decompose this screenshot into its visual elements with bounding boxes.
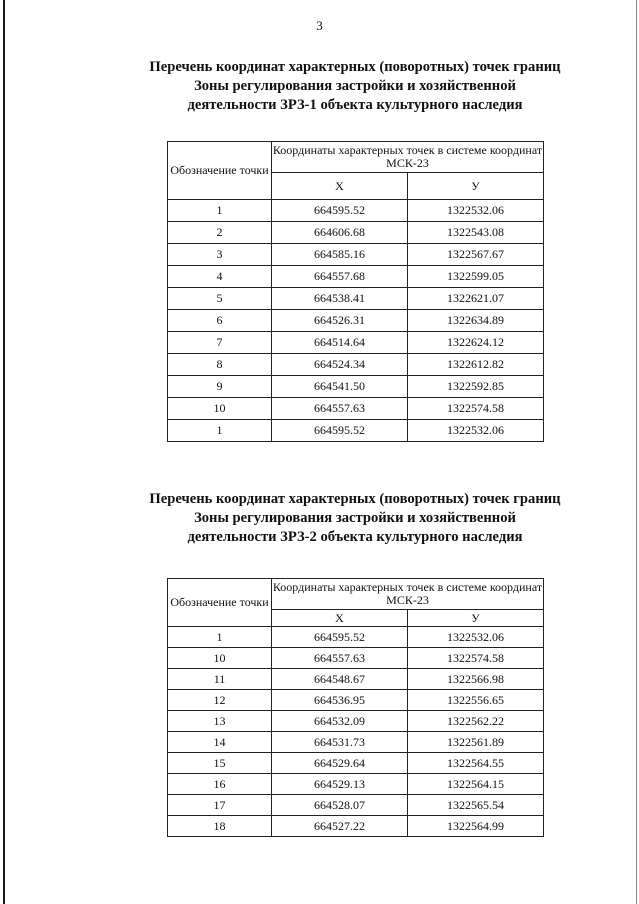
x-coordinate-cell: 664548.67: [272, 669, 408, 690]
y-coordinate-cell: 1322532.06: [408, 200, 544, 222]
table-row: [168, 711, 544, 732]
x-coordinate-cell: 664524.34: [272, 354, 408, 376]
y-coordinate-cell: 1322592.85: [408, 376, 544, 398]
y-coordinate-cell: 1322561.89: [408, 732, 544, 753]
x-coordinate-cell: 664585.16: [272, 244, 408, 266]
table-row: [168, 398, 544, 420]
y-coordinate-cell: 1322564.99: [408, 816, 544, 837]
y-coordinate-cell: 1322532.06: [408, 627, 544, 648]
table-row: [168, 222, 544, 244]
title-line: Перечень координат характерных (поворотных) точек границ: [149, 491, 561, 507]
y-coordinate-cell: 1322556.65: [408, 690, 544, 711]
x-coordinate-cell: 664557.63: [272, 398, 408, 420]
point-id-cell: 5: [168, 288, 272, 310]
point-id-cell: 7: [168, 332, 272, 354]
table-row: [168, 795, 544, 816]
point-id-cell: 1: [168, 627, 272, 648]
y-coordinate-cell: 1322565.54: [408, 795, 544, 816]
point-id-cell: 13: [168, 711, 272, 732]
table-row: [168, 732, 544, 753]
header-coords-label: Координаты характерных точек в системе координат МСК-23: [272, 579, 544, 610]
section-title-zrz-1: [120, 58, 590, 115]
y-coordinate-cell: 1322574.58: [408, 648, 544, 669]
table-row: [168, 288, 544, 310]
title-line: деятельности ЗРЗ-1 объекта культурного наследия: [187, 97, 523, 113]
x-coordinate-cell: 664529.64: [272, 753, 408, 774]
point-id-cell: 18: [168, 816, 272, 837]
point-id-cell: 6: [168, 310, 272, 332]
header-y-label: У: [408, 610, 544, 627]
y-coordinate-cell: 1322562.22: [408, 711, 544, 732]
x-coordinate-cell: 664557.68: [272, 266, 408, 288]
y-coordinate-cell: 1322574.58: [408, 398, 544, 420]
x-coordinate-cell: 664528.07: [272, 795, 408, 816]
header-point-label: Обозначение точки: [168, 579, 272, 627]
x-coordinate-cell: 664532.09: [272, 711, 408, 732]
point-id-cell: 3: [168, 244, 272, 266]
point-id-cell: 1: [168, 420, 272, 442]
x-coordinate-cell: 664557.63: [272, 648, 408, 669]
x-coordinate-cell: 664536.95: [272, 690, 408, 711]
point-id-cell: 15: [168, 753, 272, 774]
coordinates-table-zrz-1: [167, 141, 544, 442]
y-coordinate-cell: 1322564.15: [408, 774, 544, 795]
table-row: [168, 332, 544, 354]
title-line: Зоны регулирования застройки и хозяйственной: [194, 78, 516, 94]
point-id-cell: 10: [168, 398, 272, 420]
x-coordinate-cell: 664514.64: [272, 332, 408, 354]
point-id-cell: 1: [168, 200, 272, 222]
x-coordinate-cell: 664527.22: [272, 816, 408, 837]
x-coordinate-cell: 664526.31: [272, 310, 408, 332]
y-coordinate-cell: 1322634.89: [408, 310, 544, 332]
table-row: [168, 774, 544, 795]
point-id-cell: 10: [168, 648, 272, 669]
table-row: [168, 690, 544, 711]
point-id-cell: 16: [168, 774, 272, 795]
y-coordinate-cell: 1322566.98: [408, 669, 544, 690]
x-coordinate-cell: 664595.52: [272, 627, 408, 648]
point-id-cell: 4: [168, 266, 272, 288]
point-id-cell: 9: [168, 376, 272, 398]
header-x-label: X: [272, 610, 408, 627]
y-coordinate-cell: 1322564.55: [408, 753, 544, 774]
table-row: [168, 753, 544, 774]
point-id-cell: 17: [168, 795, 272, 816]
header-y-label: У: [408, 173, 544, 200]
point-id-cell: 11: [168, 669, 272, 690]
y-coordinate-cell: 1322621.07: [408, 288, 544, 310]
y-coordinate-cell: 1322532.06: [408, 420, 544, 442]
title-line: деятельности ЗРЗ-2 объекта культурного наследия: [187, 529, 523, 545]
y-coordinate-cell: 1322624.12: [408, 332, 544, 354]
table-row: [168, 669, 544, 690]
section-title-zrz-2: [120, 490, 590, 547]
title-line: Перечень координат характерных (поворотных) точек границ: [149, 59, 561, 75]
x-coordinate-cell: 664541.50: [272, 376, 408, 398]
table-row: [168, 420, 544, 442]
table-row: [168, 200, 544, 222]
page-number: 3: [316, 18, 323, 33]
table-row: [168, 354, 544, 376]
table-row: [168, 244, 544, 266]
scan-edge-left: [3, 0, 5, 904]
scan-edge-right: [636, 0, 637, 904]
y-coordinate-cell: 1322612.82: [408, 354, 544, 376]
y-coordinate-cell: 1322599.05: [408, 266, 544, 288]
table-row: [168, 816, 544, 837]
table-row: [168, 627, 544, 648]
x-coordinate-cell: 664606.68: [272, 222, 408, 244]
title-line: Зоны регулирования застройки и хозяйственной: [194, 510, 516, 526]
x-coordinate-cell: 664531.73: [272, 732, 408, 753]
point-id-cell: 8: [168, 354, 272, 376]
point-id-cell: 12: [168, 690, 272, 711]
y-coordinate-cell: 1322543.08: [408, 222, 544, 244]
y-coordinate-cell: 1322567.67: [408, 244, 544, 266]
table-row: [168, 266, 544, 288]
x-coordinate-cell: 664595.52: [272, 420, 408, 442]
header-coords-label: Координаты характерных точек в системе координат МСК-23: [272, 142, 544, 173]
x-coordinate-cell: 664529.13: [272, 774, 408, 795]
table-row: [168, 310, 544, 332]
table-row: [168, 648, 544, 669]
table-row: [168, 376, 544, 398]
point-id-cell: 2: [168, 222, 272, 244]
coordinates-table-zrz-2: [167, 578, 544, 837]
header-point-label: Обозначение точки: [168, 142, 272, 200]
x-coordinate-cell: 664595.52: [272, 200, 408, 222]
point-id-cell: 14: [168, 732, 272, 753]
x-coordinate-cell: 664538.41: [272, 288, 408, 310]
header-x-label: X: [272, 173, 408, 200]
